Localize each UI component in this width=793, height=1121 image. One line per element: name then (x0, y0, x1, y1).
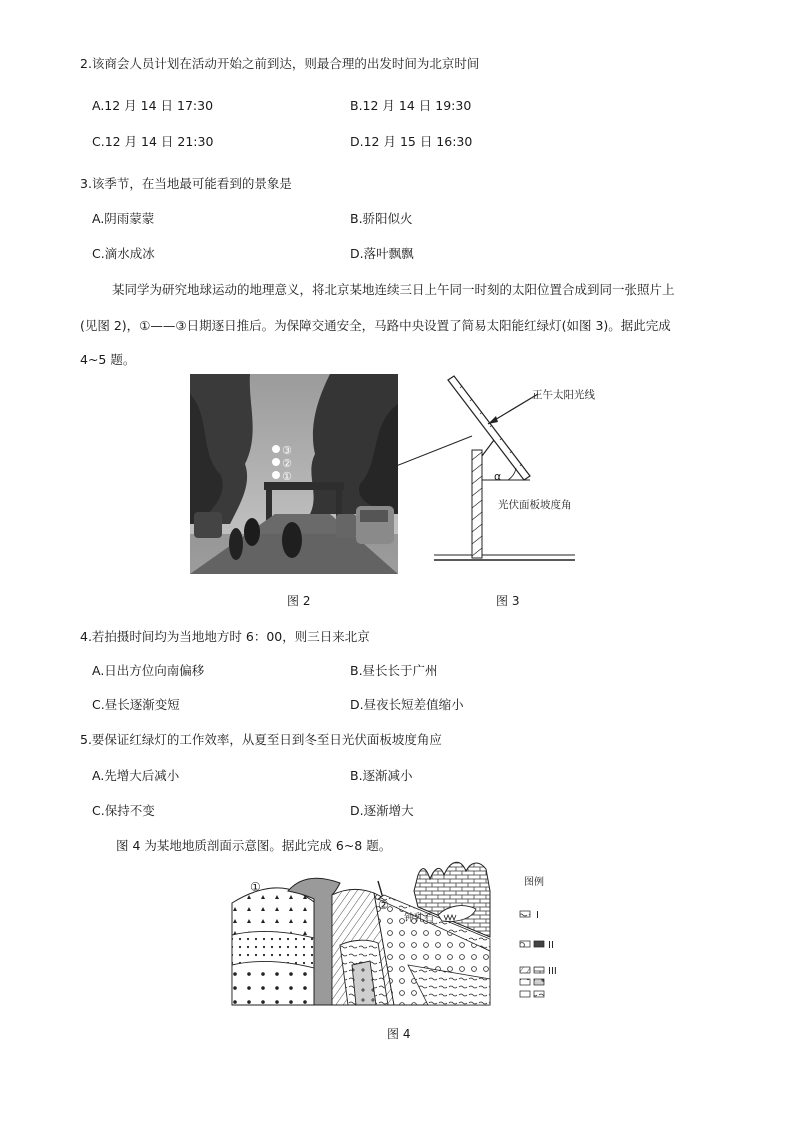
legend-title: 图例 (524, 877, 544, 888)
marker-2: ② (378, 898, 389, 912)
q2-option-c[interactable]: C.12 月 14 日 21:30 (92, 134, 214, 149)
q5-option-c[interactable]: C.保持不变 (92, 803, 155, 818)
q2-stem: 2.该商会人员计划在活动开始之前到达，则最合理的出发时间为北京时间 (80, 56, 480, 71)
sun-label-1: ① (282, 470, 292, 483)
sun-label-2: ② (282, 457, 292, 470)
figure-3-diagram (430, 372, 615, 572)
q5-stem: 5.要保证红绿灯的工作效率，从夏至日到冬至日光伏面板坡度角应 (80, 732, 442, 747)
figure-3-caption: 图 3 (496, 594, 520, 608)
q3-option-b[interactable]: B.骄阳似火 (350, 211, 413, 226)
intro-4-5-line2: (见图 2)，①——③日期逐日推后。为保障交通安全，马路中央设置了简易太阳能红绿灯(如图 3)。据此完成 (80, 318, 671, 333)
legend-item-1: I (536, 910, 539, 921)
q2-option-a[interactable]: A.12 月 14 日 17:30 (92, 98, 214, 113)
q3-stem: 3.该季节，在当地最可能看到的景象是 (80, 176, 292, 191)
q4-option-d[interactable]: D.昼夜长短差值缩小 (350, 697, 464, 712)
cave-label: 钟乳石 (404, 913, 434, 924)
q4-option-b[interactable]: B.昼长长于广州 (350, 663, 438, 678)
intro-4-5-line3: 4~5 题。 (80, 352, 136, 367)
q5-option-a[interactable]: A.先增大后减小 (92, 768, 180, 783)
q3-option-d[interactable]: D.落叶飘飘 (350, 246, 414, 261)
ray-label: 正午太阳光线 (532, 389, 595, 401)
figure-2-caption: 图 2 (287, 594, 311, 608)
angle-alpha-label: α (494, 470, 502, 483)
q3-option-c[interactable]: C.滴水成冰 (92, 246, 155, 261)
panel-angle-label: 光伏面板坡度角 (498, 499, 572, 511)
q5-option-b[interactable]: B.逐渐减小 (350, 768, 413, 783)
q4-option-a[interactable]: A.日出方位向南偏移 (92, 663, 205, 678)
legend-item-2: II (548, 940, 554, 951)
figure-4-cross-section (228, 855, 568, 1020)
figure-2-photo (190, 374, 398, 574)
q2-option-b[interactable]: B.12 月 14 日 19:30 (350, 98, 472, 113)
q4-option-c[interactable]: C.昼长逐渐变短 (92, 697, 180, 712)
q2-option-d[interactable]: D.12 月 15 日 16:30 (350, 134, 473, 149)
intro-6-8: 图 4 为某地地质剖面示意图。据此完成 6~8 题。 (116, 838, 392, 853)
q5-option-d[interactable]: D.逐渐增大 (350, 803, 414, 818)
legend-item-3: III (548, 966, 557, 977)
q4-stem: 4.若拍摄时间均为当地地方时 6：00，则三日来北京 (80, 629, 370, 644)
sun-label-3: ③ (282, 444, 292, 457)
marker-1: ① (250, 880, 261, 894)
intro-4-5-line1: 某同学为研究地球运动的地理意义，将北京某地连续三日上午同一时刻的太阳位置合成到同一张照片上 (112, 282, 675, 297)
q3-option-a[interactable]: A.阴雨蒙蒙 (92, 211, 155, 226)
figure-4-caption: 图 4 (387, 1027, 411, 1041)
